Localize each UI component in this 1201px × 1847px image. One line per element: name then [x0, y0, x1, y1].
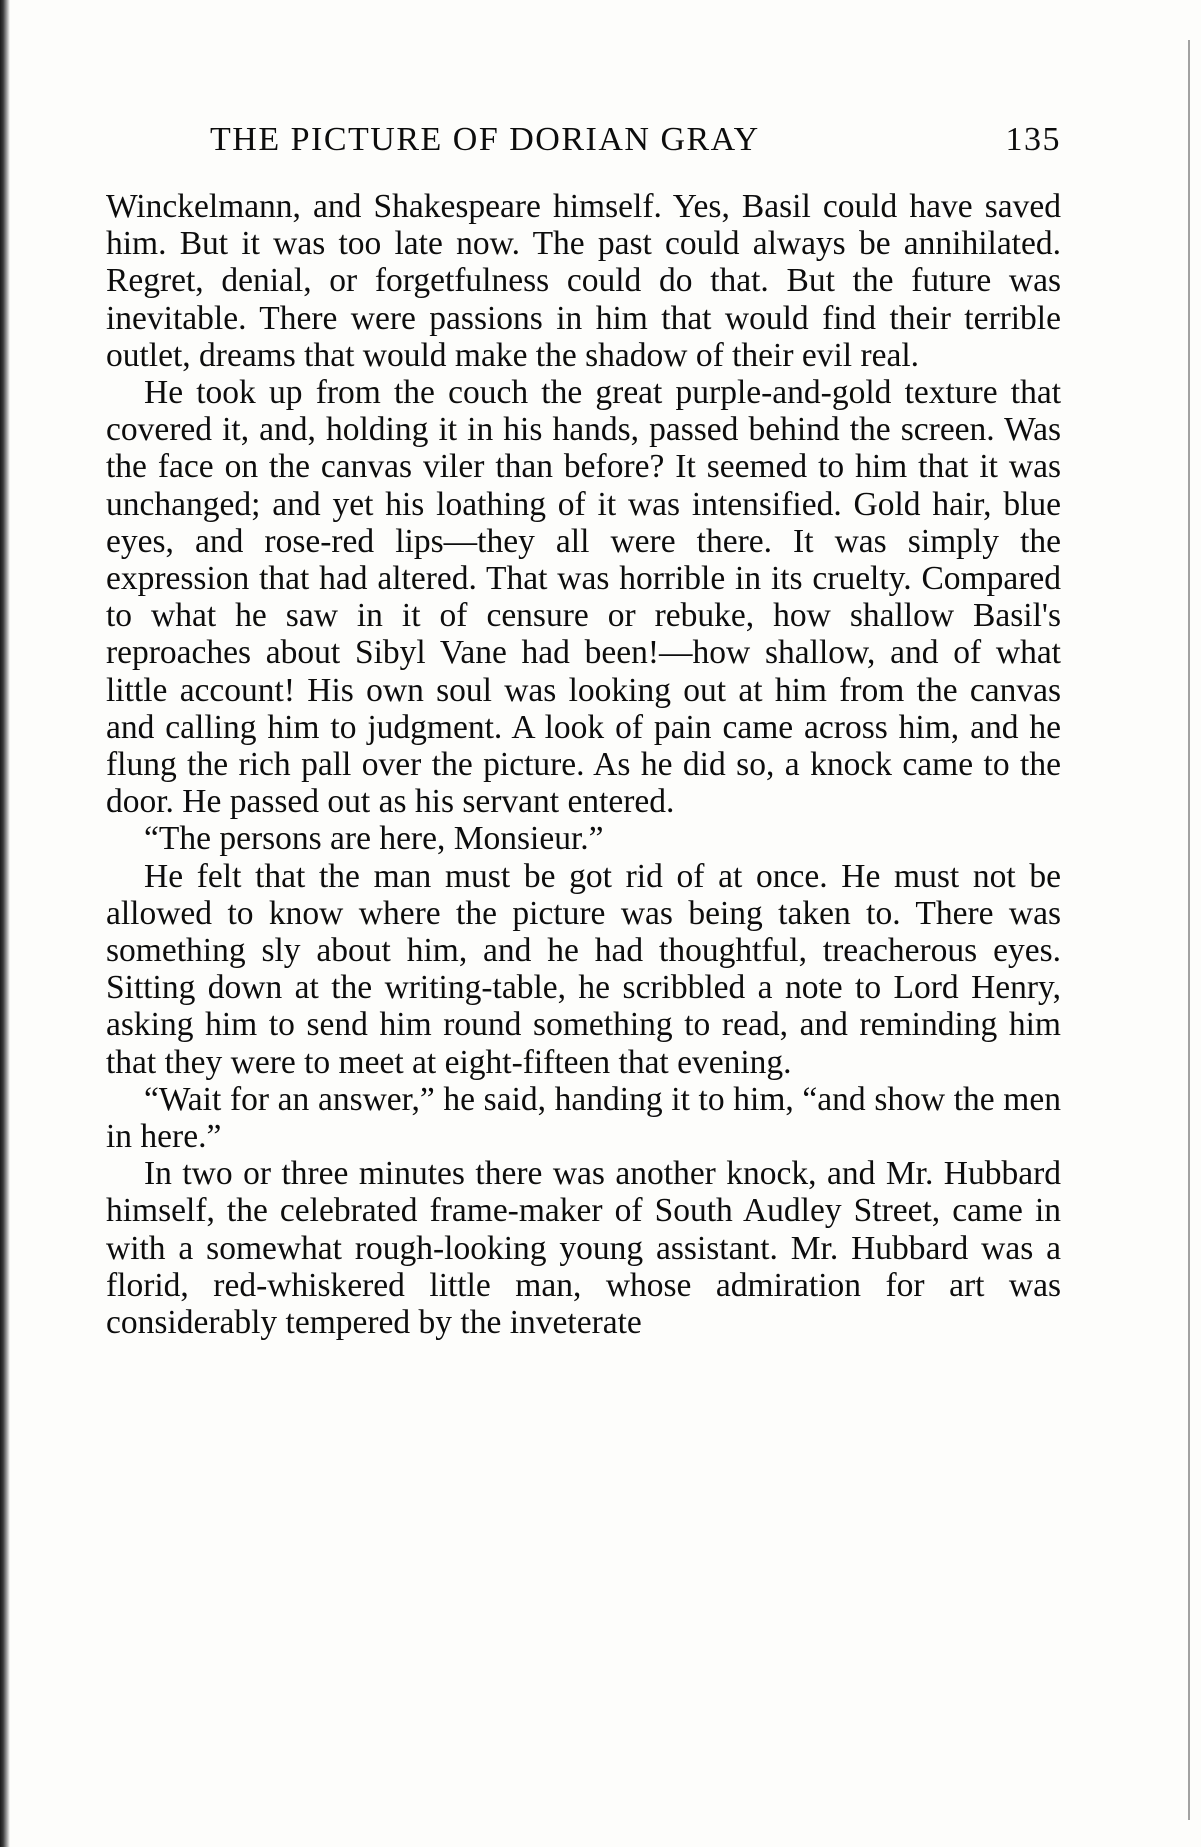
running-title: THE PICTURE OF DORIAN GRAY [210, 121, 760, 158]
page-edge-rule [1188, 40, 1190, 1820]
paragraph-continuation: Winckelmann, and Shakespeare himself. Yes, Basil could have saved him. But it was too late now. The past could always be annihilated. Regret, denial, or forgetfulness could do that. But the future was inevitable. There were passions in him that would find their terrible outlet, dreams that would make the shadow of their evil real. [106, 188, 1061, 374]
text-block [106, 100, 1061, 1341]
page-spine-edge [0, 0, 10, 1847]
paragraph-note: He felt that the man must be got rid of at once. He must not be allowed to know where the picture was being taken to. There was something sly about him, and he had thoughtful, treacherous eyes. Sitting down at the writing-table, he scribbled a note to Lord Henry, asking him to send him round something to read, and reminding him that they were to meet at eight-fifteen that evening. [106, 857, 1061, 1081]
page-number: 135 [1005, 121, 1061, 158]
paragraph-picture: He took up from the couch the great purple-and-gold texture that covered it, and, holding it in his hands, passed behind the screen. Was the face on the canvas viler than before? It seemed to him that it was unchanged; and yet his loathing of it was intensified. Gold hair, blue eyes, and rose-red lips—they all were there. It was simply the expression that had altered. That was horrible in its cruelty. Compared to what he saw in it of censure or rebuke, how shallow Basil's reproaches about Sibyl Vane had been!—how shallow, and of what little account! His own soul was looking out at him from the canvas and calling him to judgment. A look of pain came across him, and he flung the rich pall over the picture. As he did so, a knock came to the door. He passed out as his servant entered. [106, 374, 1061, 821]
running-head [106, 100, 1061, 180]
paragraph-servant-line: “The persons are here, Monsieur.” [144, 820, 604, 858]
paragraph-hubbard: In two or three minutes there was another knock, and Mr. Hubbard himself, the celebrated frame-maker of South Audley Street, came in with a somewhat rough-looking young assistant. Mr. Hubbard was a florid, red-whiskered little man, whose admiration for art was considerably tempered by the inveterate [106, 1155, 1061, 1342]
paragraph-answer: “Wait for an answer,” he said, handing it to him, “and show the men in here.” [106, 1080, 1061, 1156]
body-text [106, 188, 1061, 1341]
